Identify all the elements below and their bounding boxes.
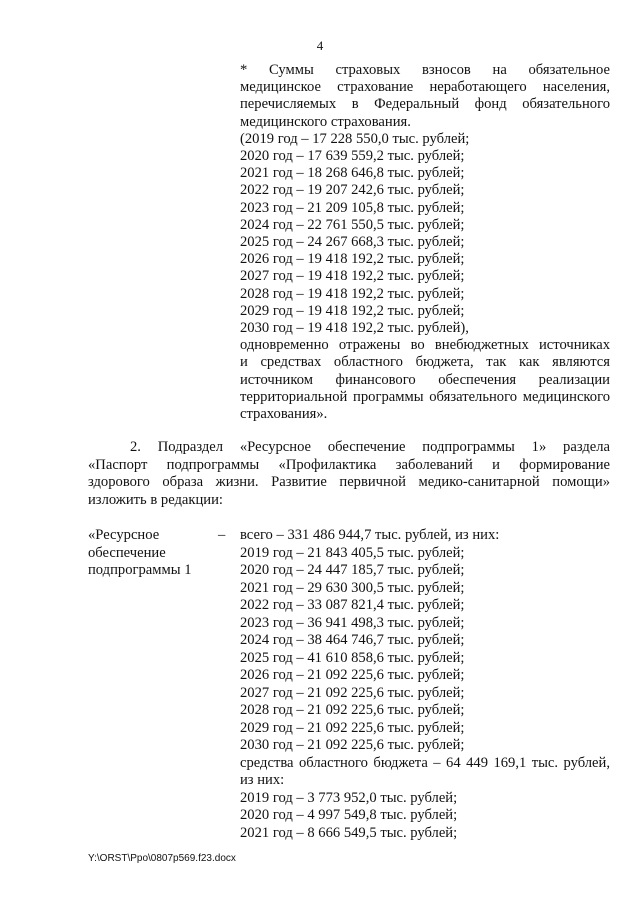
footnote-tail-line: источником финансового обеспечения реализации [240,371,610,388]
resource-label [88,527,218,580]
footnote-year-line: 2021 год – 18 268 646,8 тыс. рублей; [240,165,465,182]
value-line: 2026 год – 21 092 225,6 тыс. рублей; [240,667,465,683]
value-line: 2027 год – 21 092 225,6 тыс. рублей; [240,684,465,701]
value-line: 2020 год – 24 447 185,7 тыс. рублей; [240,562,465,578]
footnote-year-line: 2025 год – 24 267 668,3 тыс. рублей; [240,234,465,251]
footnote-tail-line: и средствах областного бюджета, так как являются [240,354,610,371]
label-line: обеспечение [88,544,166,561]
value-line: 2029 год – 21 092 225,6 тыс. рублей; [240,719,465,736]
regional-year-line: 2021 год – 8 666 549,5 тыс. рублей; [240,824,458,841]
footnote-year-line: 2026 год – 19 418 192,2 тыс. рублей; [240,251,465,268]
regional-year-line: 2020 год – 4 997 549,8 тыс. рублей; [240,807,458,823]
footnote-line: медицинского страхования. [240,113,411,130]
footnote-year-line: 2028 год – 19 418 192,2 тыс. рублей; [240,285,465,302]
footnote-tail-line: территориальной программы обязательного медицинского [240,388,610,405]
footnote-year-line: (2019 год – 17 228 550,0 тыс. рублей; [240,130,470,147]
section-paragraph [88,439,610,509]
dash-separator: – [218,527,226,543]
footnote-block [240,62,610,423]
value-line: 2028 год – 21 092 225,6 тыс. рублей; [240,702,465,718]
value-line: 2023 год – 36 941 498,3 тыс. рублей; [240,614,465,631]
footnote-tail-line: одновременно отражены во внебюджетных источниках [240,337,610,354]
value-line: 2025 год – 41 610 858,6 тыс. рублей; [240,649,465,666]
footnote-year-line: 2030 год – 19 418 192,2 тыс. рублей), [240,320,469,337]
regional-from-line: из них: [240,772,285,788]
footnote-year-line: 2023 год – 21 209 105,8 тыс. рублей; [240,199,465,216]
footnote-year-line: 2029 год – 19 418 192,2 тыс. рублей; [240,302,465,319]
footnote-line: медицинское страхование неработающего населения, [240,79,610,96]
section-line: 2. Подраздел «Ресурсное обеспечение подпрограммы 1» раздела [130,439,610,455]
value-line: 2022 год – 33 087 821,4 тыс. рублей; [240,597,465,613]
value-line: 2024 год – 38 464 746,7 тыс. рублей; [240,632,465,648]
page-number: 4 [316,38,324,53]
resource-values [240,527,610,842]
regional-budget-line: средства областного бюджета – 64 449 169,1 тыс. рублей, [240,754,610,771]
footnote-tail-line: страхования». [240,406,328,423]
file-path-footer: Y:\ORST\Ppo\0807p569.f23.docx [88,853,236,864]
section-line: «Паспорт подпрограммы «Профилактика заболеваний и формирование [88,456,610,473]
footnote-year-line: 2027 год – 19 418 192,2 тыс. рублей; [240,268,465,285]
footnote-line: перечисляемых в Федеральный фонд обязательного [240,96,610,113]
value-line: всего – 331 486 944,7 тыс. рублей, из них: [240,527,500,543]
footnote-year-line: 2022 год – 19 207 242,6 тыс. рублей; [240,182,465,199]
value-line: 2021 год – 29 630 300,5 тыс. рублей; [240,579,465,596]
value-line: 2019 год – 21 843 405,5 тыс. рублей; [240,544,465,561]
value-line: 2030 год – 21 092 225,6 тыс. рублей; [240,737,465,753]
footnote-year-line: 2024 год – 22 761 550,5 тыс. рублей; [240,216,465,233]
label-line: «Ресурсное [88,527,160,543]
section-line: изложить в редакции: [88,491,223,508]
label-line: подпрограммы 1 [88,562,192,578]
section-line: здорового образа жизни. Развитие первичной медико-санитарной помощи» [88,474,610,490]
footnote-year-line: 2020 год – 17 639 559,2 тыс. рублей; [240,148,465,165]
footnote-line: * Суммы страховых взносов на обязательное [240,62,610,78]
regional-year-line: 2019 год – 3 773 952,0 тыс. рублей; [240,789,458,806]
